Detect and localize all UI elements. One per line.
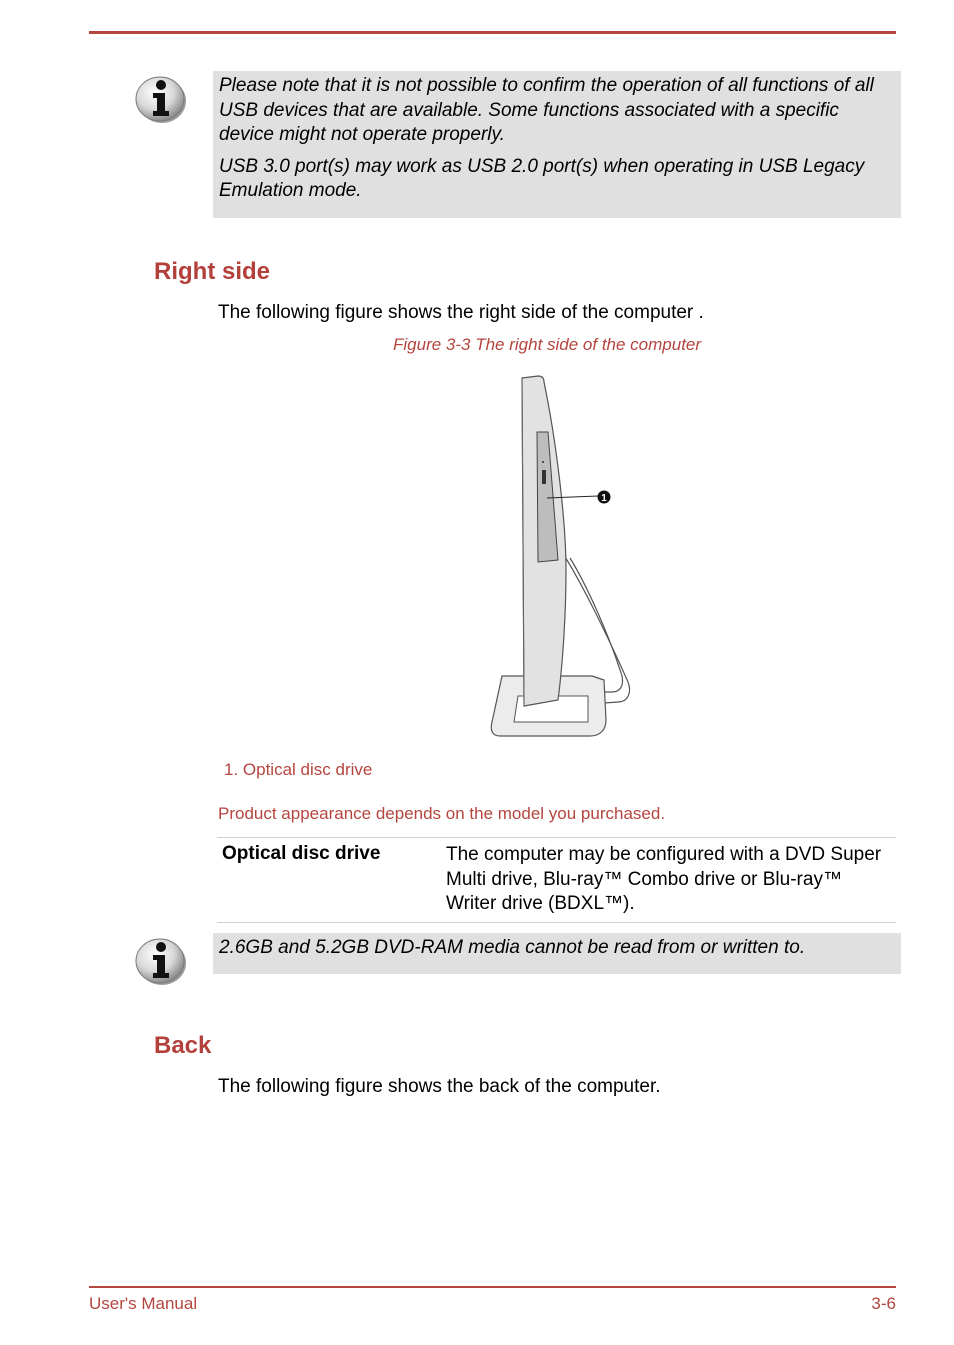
callout-number: 1 xyxy=(601,493,607,504)
note-paragraph: Please note that it is not possible to confirm the operation of all functions of all USB devices that are available. Some functions associated with a specific device might not operate properly. xyxy=(219,75,874,145)
footer-title: User's Manual xyxy=(89,1294,198,1313)
footer-rule xyxy=(89,1286,896,1288)
right-side-illustration xyxy=(480,370,640,742)
section-intro: The following figure shows the back of the computer. xyxy=(218,1076,661,1097)
note-paragraph: 2.6GB and 5.2GB DVD-RAM media cannot be read from or written to. xyxy=(219,937,806,958)
page-number: 3-6 xyxy=(871,1294,896,1313)
header-rule xyxy=(89,31,896,34)
definition-description: The computer may be configured with a DVD Super Multi drive, Blu-ray™ Combo drive or Blu-ray™ Writer drive (BDXL™). xyxy=(446,844,882,914)
info-icon xyxy=(134,933,188,987)
section-heading-back: Back xyxy=(154,1032,212,1059)
appearance-note: Product appearance depends on the model you purchased. xyxy=(218,804,666,823)
section-heading-right-side: Right side xyxy=(154,258,271,285)
definition-table xyxy=(217,837,896,923)
callout-label: 1. Optical disc drive xyxy=(224,760,373,779)
dvd-ram-note xyxy=(213,933,901,974)
info-icon xyxy=(134,71,188,125)
usb-note xyxy=(213,71,901,218)
section-intro: The following figure shows the right side of the computer . xyxy=(218,302,704,323)
definition-term: Optical disc drive xyxy=(222,843,381,864)
figure-caption: Figure 3-3 The right side of the computer xyxy=(393,335,702,354)
note-paragraph: USB 3.0 port(s) may work as USB 2.0 port(s) when operating in USB Legacy Emulation mode. xyxy=(219,155,865,201)
